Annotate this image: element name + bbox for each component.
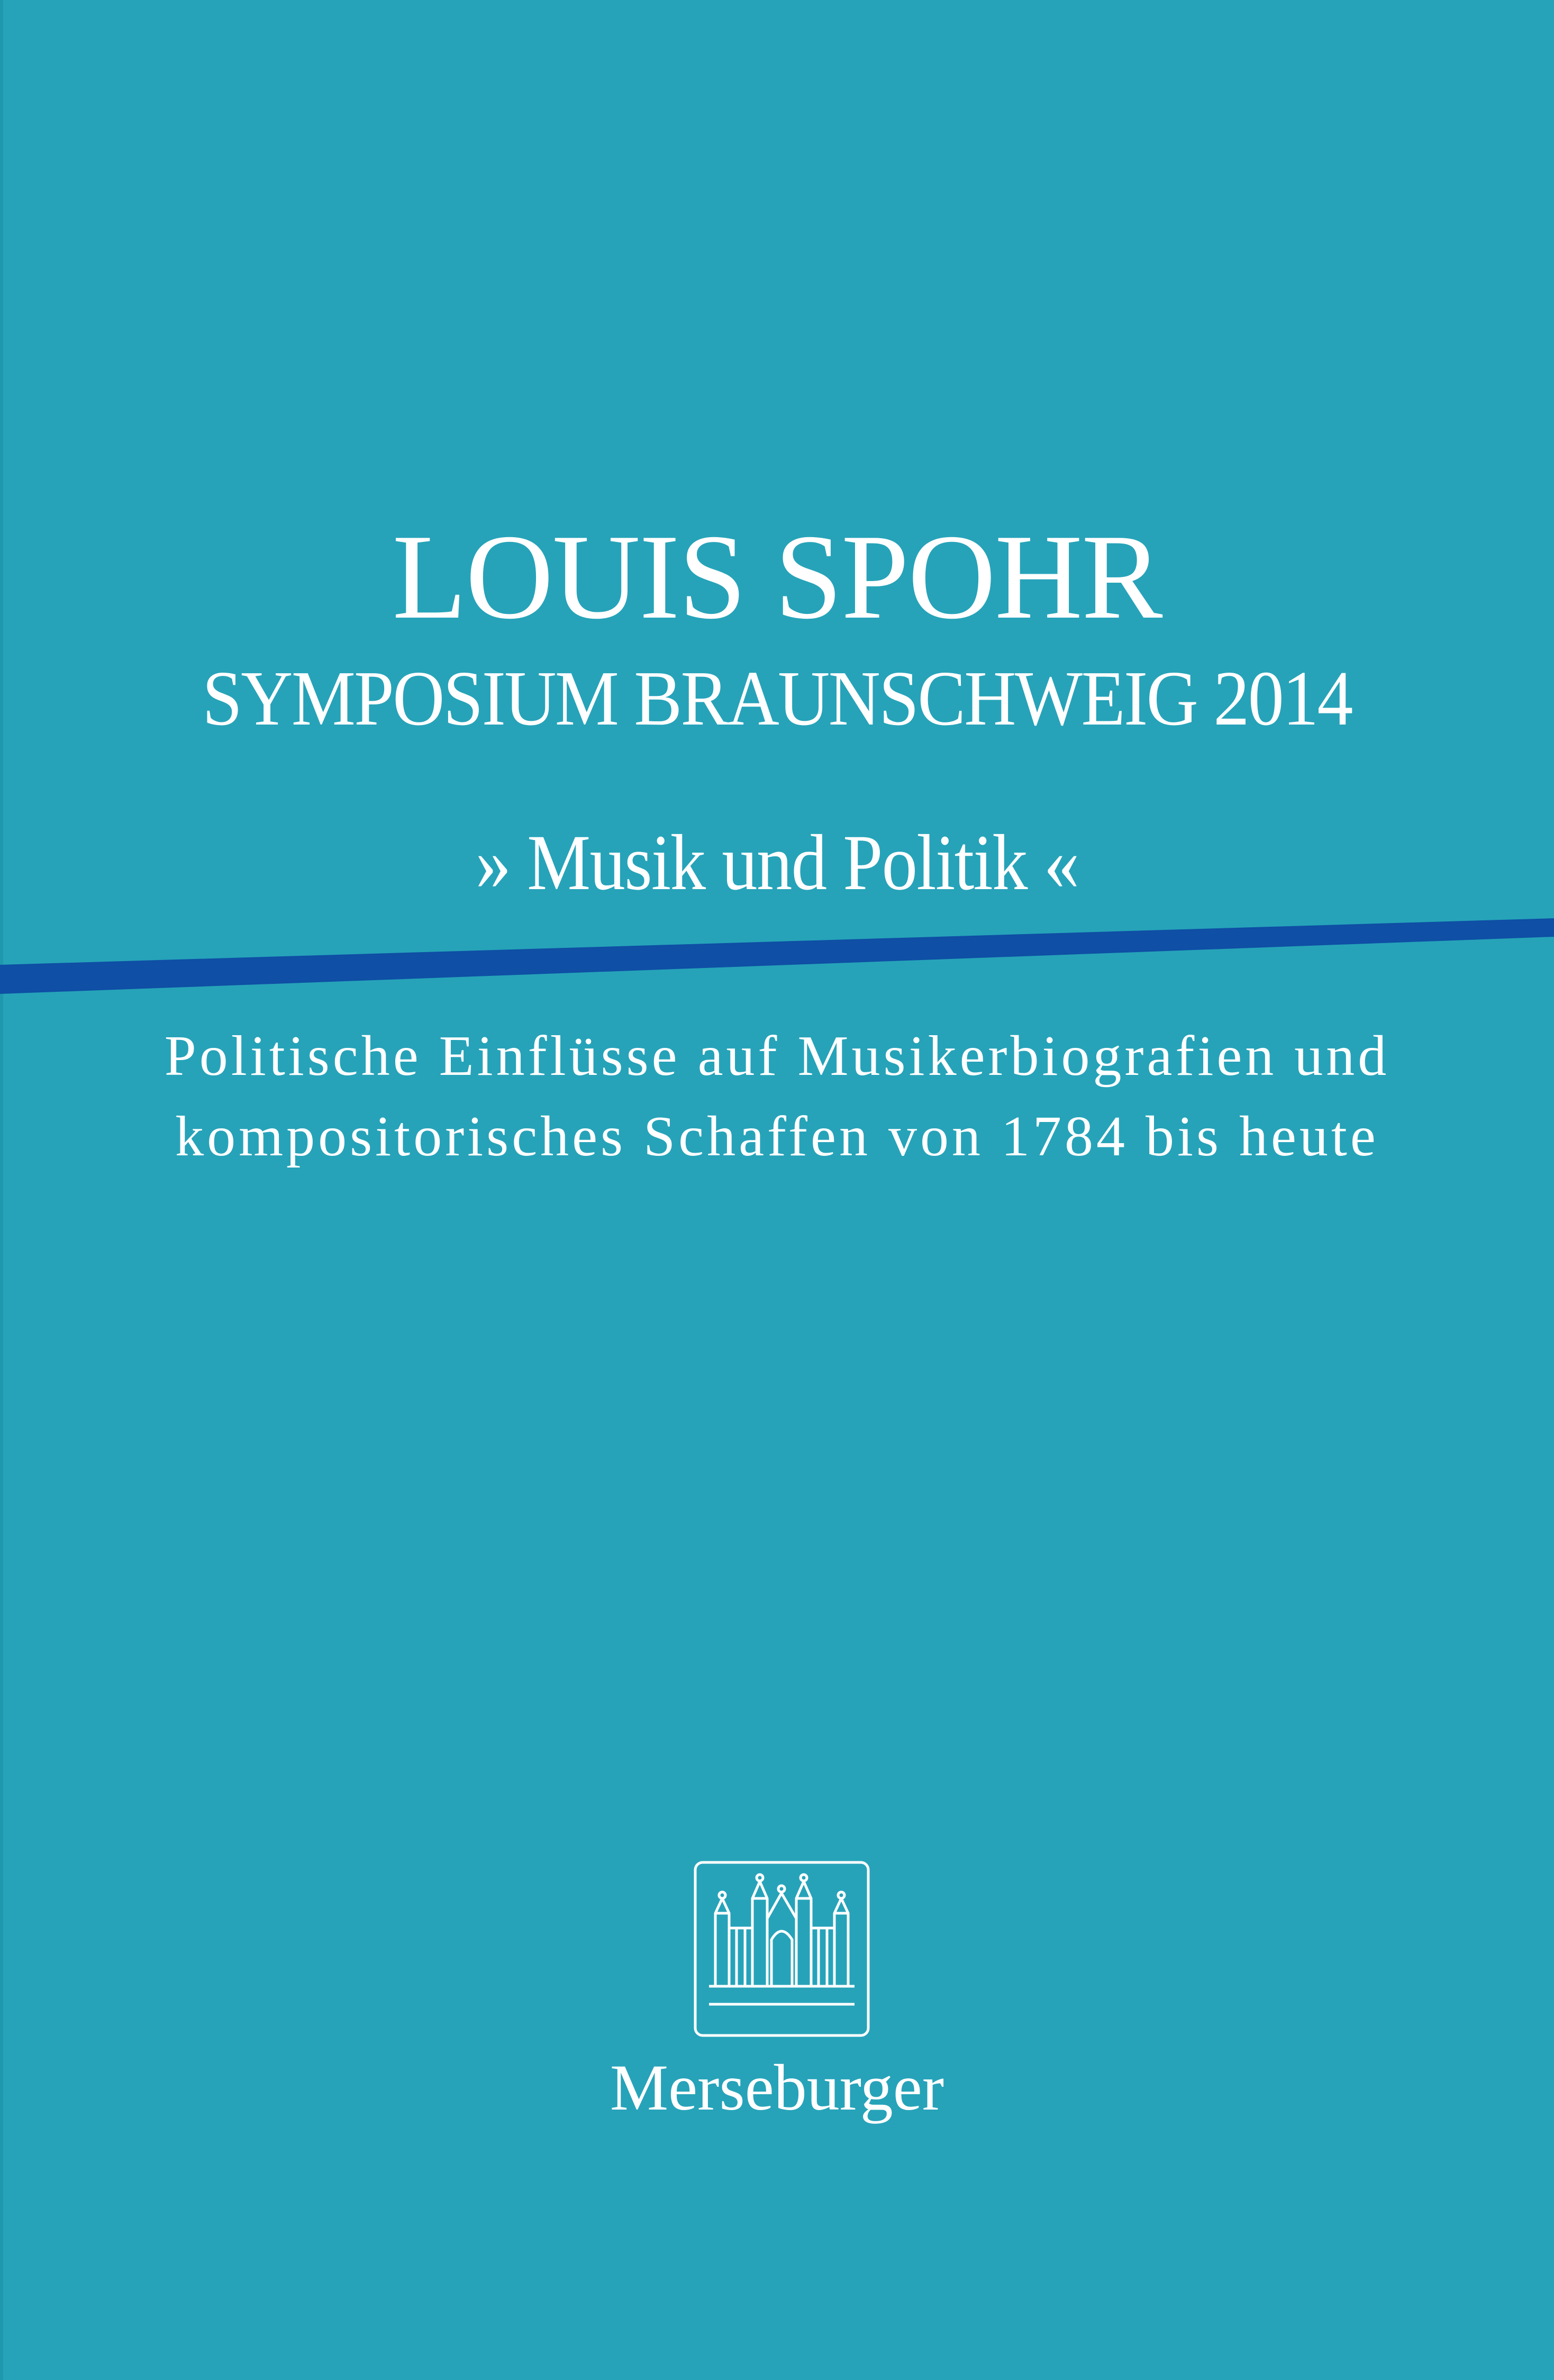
publisher-name: Merseburger bbox=[610, 2051, 944, 2124]
building-facade-icon bbox=[693, 1860, 870, 2038]
book-description bbox=[0, 1016, 1554, 1177]
description-line: Politische Einflüsse auf Musikerbiografien und bbox=[164, 1025, 1390, 1088]
book-theme: » Musik und Politik « bbox=[475, 819, 1079, 907]
description-line: kompositorisches Schaffen von 1784 bis heute bbox=[175, 1105, 1379, 1168]
book-subtitle: SYMPOSIUM BRAUNSCHWEIG 2014 bbox=[202, 655, 1352, 742]
book-title: LOUIS SPOHR bbox=[392, 509, 1162, 644]
